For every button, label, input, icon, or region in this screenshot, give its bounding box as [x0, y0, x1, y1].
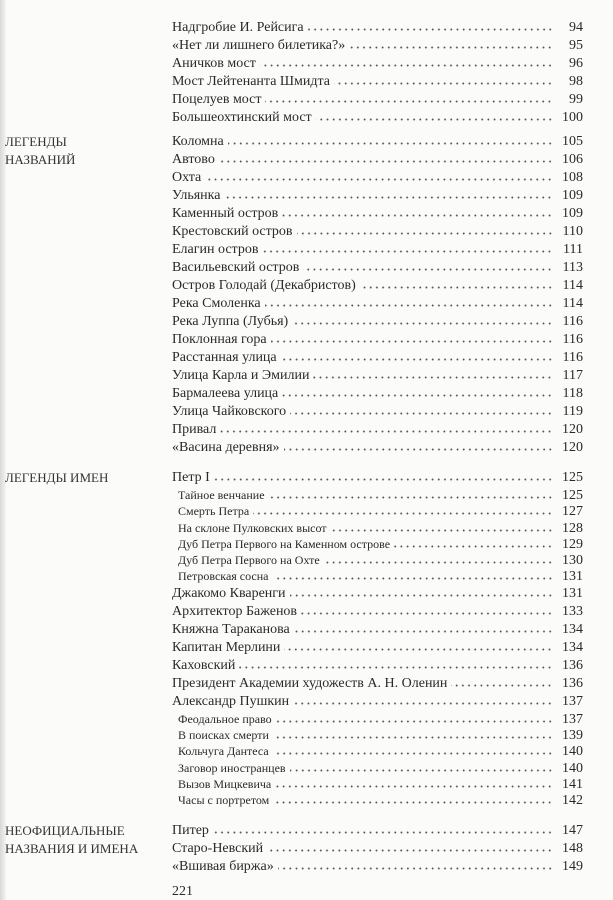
entry-page-number: 133: [562, 603, 583, 619]
entry-page-number: 131: [562, 585, 583, 601]
dot-leader: [220, 423, 553, 433]
dot-leader: [349, 39, 553, 49]
dot-leader: [269, 489, 553, 499]
toc-entry: [172, 657, 583, 675]
entry-page-number: 130: [562, 553, 583, 569]
section-heading-line: НАЗВАНИЯ И ИМЕНА: [5, 841, 139, 856]
entry-page-number: 114: [562, 278, 583, 293]
entry-page-number: 147: [562, 823, 583, 838]
entry-page-number: 118: [562, 386, 583, 401]
dot-leader: [213, 824, 553, 834]
dot-leader: [290, 762, 553, 772]
toc-entry: [172, 639, 583, 657]
entry-page-number: 105: [562, 134, 583, 149]
entry-page-number: 127: [562, 504, 583, 520]
entry-title: Часы с портретом: [178, 793, 270, 808]
entry-page-number: 134: [562, 621, 583, 637]
toc-subentry: [172, 503, 583, 519]
toc-entry: [172, 295, 583, 313]
entry-title: Надгробие И. Рейсига: [172, 20, 304, 35]
toc-entry: [172, 313, 583, 331]
dot-leader: [273, 745, 553, 755]
toc-entry: [172, 585, 583, 603]
entry-title: Питер: [172, 823, 209, 838]
entry-page-number: 125: [562, 470, 583, 485]
toc-entry: [172, 223, 583, 241]
dot-leader: [271, 333, 553, 343]
toc-subentry: [172, 743, 583, 759]
entry-title: Каховский: [172, 657, 236, 673]
dot-leader: [451, 677, 553, 687]
toc-subentry: [172, 776, 583, 792]
entry-page-number: 110: [562, 224, 583, 239]
toc-subentry: [172, 760, 583, 776]
entry-page-number: 95: [569, 38, 583, 53]
entry-title: Дуб Петра Первого на Каменном острове: [178, 536, 391, 551]
entry-page-number: 148: [562, 841, 583, 856]
toc-entry: [172, 91, 583, 109]
dot-leader: [228, 135, 553, 145]
entry-title: Расстанная улица: [172, 350, 277, 365]
entry-page-number: 99: [569, 92, 583, 107]
dot-leader: [292, 315, 553, 325]
section-heading: [5, 133, 75, 169]
entry-title: Вызов Мицкевича: [178, 776, 272, 791]
entry-title: Аничков мост: [172, 56, 256, 71]
toc-section: [172, 469, 583, 809]
section-heading: [5, 822, 138, 858]
entry-title: Кольчуга Дантеса: [178, 744, 269, 759]
dot-leader: [214, 471, 553, 481]
entry-page-number: 116: [562, 332, 583, 347]
toc-entry: [172, 19, 583, 37]
entry-title: Поклонная гора: [172, 332, 267, 347]
entry-page-number: 114: [562, 296, 583, 311]
toc-entry: [172, 205, 583, 223]
toc-entry: [172, 403, 583, 421]
entry-title: Остров Голодай (Декабристов): [172, 278, 356, 293]
entry-page-number: 137: [562, 711, 583, 727]
entry-page-number: 116: [562, 314, 583, 329]
entry-title: Елагин остров: [172, 242, 259, 257]
entry-title: Автово: [172, 152, 215, 167]
entry-page-number: 141: [562, 776, 583, 792]
entry-title: Александр Пушкин: [172, 693, 290, 709]
entry-title: Улица Карла и Эмилии: [172, 368, 310, 383]
toc-entry: [172, 259, 583, 277]
entry-title: Архитектор Баженов: [172, 603, 298, 619]
toc-entry: [172, 621, 583, 639]
toc-entry: [172, 277, 583, 295]
dot-leader: [265, 297, 553, 307]
dot-leader: [281, 351, 553, 361]
entry-page-number: 109: [562, 188, 583, 203]
dot-leader: [303, 261, 553, 271]
entry-title: Поцелуев мост: [172, 92, 262, 107]
dot-leader: [301, 605, 553, 615]
dot-leader: [260, 57, 553, 67]
toc-entry: [172, 187, 583, 205]
entry-title: Президент Академии художеств А. Н. Оленин: [172, 675, 448, 691]
entry-page-number: 140: [562, 760, 583, 776]
entry-page-number: 113: [562, 260, 583, 275]
entry-title: «Нет ли лишнего билетика?»: [172, 38, 346, 53]
entry-title: Петровская сосна: [178, 569, 269, 584]
toc-entry: [172, 367, 583, 385]
entry-title: Петр I: [172, 470, 210, 485]
dot-leader: [262, 243, 553, 253]
toc-subentry: [172, 727, 583, 743]
toc-entry: [172, 675, 583, 693]
entry-title: Охта: [172, 170, 202, 185]
entry-page-number: 106: [562, 152, 583, 167]
dot-leader: [360, 279, 553, 289]
toc-entry: [172, 151, 583, 169]
entry-title: Смерть Петра: [178, 504, 250, 519]
toc-subentry: [172, 552, 583, 568]
section-heading-line: ЛЕГЕНДЫ: [5, 134, 67, 149]
toc-entry: [172, 37, 583, 55]
dot-leader: [265, 93, 553, 103]
section-heading-line: НАЗВАНИЙ: [5, 152, 76, 167]
dot-leader: [331, 522, 553, 532]
entry-title: Тайное венчание: [178, 488, 265, 502]
entry-page-number: 149: [562, 859, 583, 874]
entry-page-number: 111: [563, 242, 583, 257]
dot-leader: [253, 505, 553, 515]
section-heading-line: НЕОФИЦИАЛЬНЫЕ: [5, 823, 125, 838]
dot-leader: [239, 659, 553, 669]
dot-leader: [294, 623, 553, 633]
toc-entry: [172, 73, 583, 91]
dot-leader: [273, 794, 553, 804]
dot-leader: [293, 695, 553, 705]
entry-page-number: 108: [562, 170, 583, 185]
entry-page-number: 125: [562, 488, 583, 503]
dot-leader: [267, 842, 553, 852]
entry-page-number: 134: [562, 639, 583, 655]
dot-leader: [290, 587, 553, 597]
toc-entry: [172, 331, 583, 349]
entry-title: «Вшивая биржа»: [172, 859, 274, 874]
entry-title: Старо-Невский: [172, 841, 264, 856]
entry-page-number: 119: [562, 404, 583, 419]
section-heading-line: ЛЕГЕНДЫ ИМЕН: [5, 470, 109, 485]
entry-title: Заговор иностранцев: [178, 760, 286, 775]
toc-subentry: [172, 487, 583, 503]
dot-leader: [324, 554, 553, 564]
dot-leader: [276, 713, 553, 723]
entry-page-number: 140: [562, 744, 583, 760]
toc-section: [172, 822, 583, 876]
entry-title: Ульянка: [172, 188, 221, 203]
entry-title: Привал: [172, 422, 217, 437]
dot-leader: [308, 21, 553, 31]
entry-title: Капитан Мерлини: [172, 639, 281, 655]
entry-page-number: 131: [562, 569, 583, 585]
entry-title: Княжна Тараканова: [172, 621, 290, 637]
dot-leader: [284, 441, 553, 451]
entry-title: Крестовский остров: [172, 224, 293, 239]
entry-page-number: 117: [562, 368, 583, 383]
dot-leader: [282, 207, 553, 217]
toc-entry: [172, 55, 583, 73]
toc-subentry: [172, 520, 583, 536]
toc-subentry: [172, 711, 583, 727]
entry-page-number: 100: [562, 110, 583, 125]
toc-subentry: [172, 568, 583, 584]
entry-page-number: 136: [562, 675, 583, 691]
dot-leader: [316, 111, 553, 121]
entry-title: На склоне Пулковских высот: [178, 520, 327, 535]
entry-page-number: 120: [562, 422, 583, 437]
dot-leader: [275, 778, 553, 788]
dot-leader: [290, 405, 553, 415]
entry-page-number: 109: [562, 206, 583, 221]
entry-title: Каменный остров: [172, 206, 279, 221]
toc-entry: [172, 169, 583, 187]
dot-leader: [282, 387, 553, 397]
entry-page-number: 120: [562, 440, 583, 455]
toc-entry: [172, 822, 583, 840]
toc-subentry: [172, 792, 583, 808]
entry-title: Мост Лейтенанта Шмидта: [172, 74, 331, 89]
entry-page-number: 137: [562, 693, 583, 709]
entry-page-number: 94: [569, 20, 583, 35]
entry-title: Дуб Петра Первого на Охте: [178, 553, 320, 568]
entry-title: «Васина деревня»: [172, 440, 280, 455]
entry-page-number: 129: [562, 536, 583, 552]
entry-title: Коломна: [172, 134, 224, 149]
entry-page-number: 136: [562, 657, 583, 673]
entry-page-number: 98: [569, 74, 583, 89]
dot-leader: [297, 225, 553, 235]
entry-title: Улица Чайковского: [172, 404, 287, 419]
toc-entry: [172, 385, 583, 403]
entry-page-number: 142: [562, 793, 583, 809]
toc-entry: [172, 693, 583, 711]
toc-entry: [172, 840, 583, 858]
entry-title: Бармалеева улица: [172, 386, 279, 401]
entry-page-number: 96: [569, 56, 583, 71]
dot-leader: [278, 860, 553, 870]
entry-title: Река Луппа (Лубья): [172, 314, 289, 329]
toc-entry: [172, 241, 583, 259]
dot-leader: [394, 538, 553, 548]
toc-entry: [172, 603, 583, 621]
toc-entry: [172, 858, 583, 876]
dot-leader: [334, 75, 553, 85]
dot-leader: [273, 729, 553, 739]
entry-title: Река Смоленка: [172, 296, 261, 311]
entry-title: Феодальное право: [178, 711, 272, 726]
dot-leader: [224, 189, 553, 199]
toc-subentry: [172, 536, 583, 552]
dot-leader: [284, 641, 553, 651]
dot-leader: [205, 171, 553, 181]
toc-section: [172, 19, 583, 127]
toc-entry: [172, 469, 583, 487]
dot-leader: [219, 153, 553, 163]
dot-leader: [273, 570, 554, 580]
toc-entry: [172, 439, 583, 457]
entry-title: Большеохтинский мост: [172, 110, 312, 125]
dot-leader: [313, 369, 553, 379]
entry-page-number: 128: [562, 520, 583, 536]
toc-entry: [172, 421, 583, 439]
entry-title: В поисках смерти: [178, 728, 269, 743]
page-number: 221: [172, 884, 193, 899]
section-heading: [5, 469, 108, 487]
toc-entry: [172, 109, 583, 127]
entry-page-number: 116: [562, 350, 583, 365]
toc-section: [172, 133, 583, 457]
toc-entry: [172, 133, 583, 151]
entry-title: Джакомо Кваренги: [172, 585, 286, 601]
entry-title: Васильевский остров: [172, 260, 300, 275]
toc-entry: [172, 349, 583, 367]
entry-page-number: 139: [562, 728, 583, 744]
